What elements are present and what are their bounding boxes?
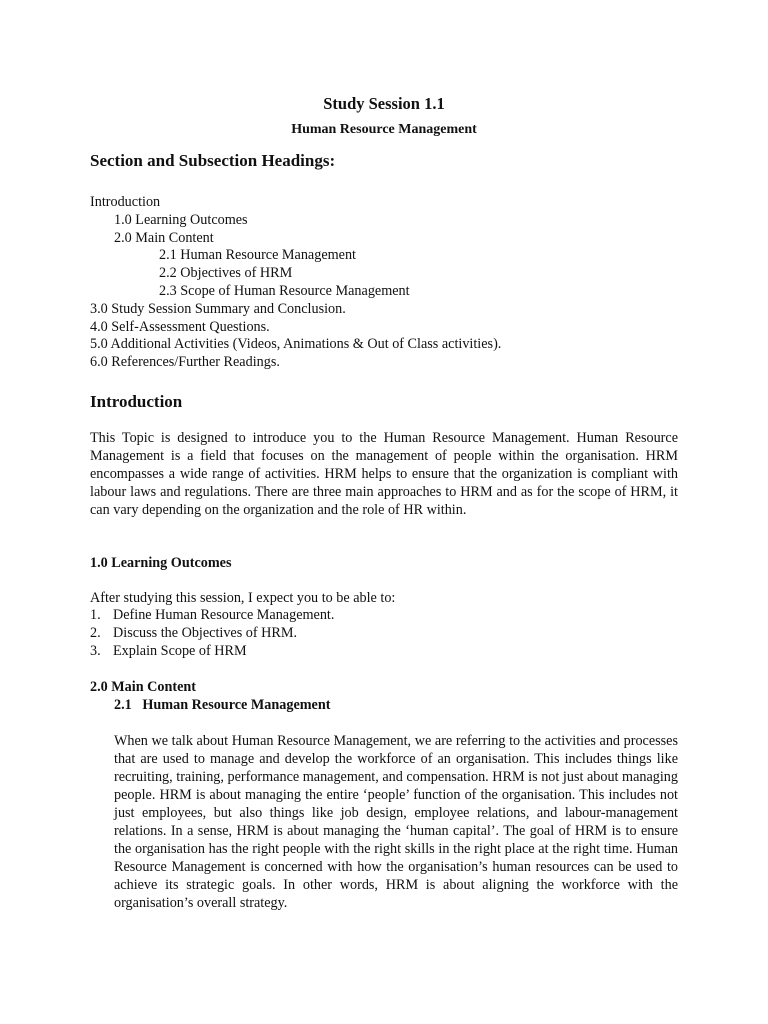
toc-item: 2.3 Scope of Human Resource Management <box>159 282 410 299</box>
list-item-number: 3. <box>90 643 101 659</box>
list-item-number: 2. <box>90 625 101 641</box>
toc-item: 5.0 Additional Activities (Videos, Animations & Out of Class activities). <box>90 336 502 353</box>
toc-item: 1.0 Learning Outcomes <box>114 211 248 228</box>
page-subtitle: Human Resource Management <box>291 122 477 137</box>
toc-item: 4.0 Self-Assessment Questions. <box>90 318 270 335</box>
toc-heading: Section and Subsection Headings: <box>90 151 336 170</box>
table-of-contents <box>90 193 690 371</box>
list-item <box>90 624 334 642</box>
toc-item: 2.2 Objectives of HRM <box>159 265 293 282</box>
list-item <box>90 642 334 660</box>
toc-item: 3.0 Study Session Summary and Conclusion. <box>90 300 346 317</box>
learning-outcomes-heading: 1.0 Learning Outcomes <box>90 555 232 571</box>
main-content-paragraph: When we talk about Human Resource Management, we are referring to the activities and processes that are used to manage and develop the workforce of an organisation. This includes things like recruiting, training, performance management, and compensation. HRM is not just about managing people. HRM is about managing the entire ‘people’ function of the organisation. This includes not just employees, but also things like job design, employee relations, and labour-management relations. In a sense, HRM is about managing the ‘human capital’. The goal of HRM is to ensure the organisation has the right people with the right skills in the right place at the right time. Human Resource Management is concerned with how the organisation’s human resources can be used to achieve its strategic goals. In other words, HRM is about aligning the workforce with the organisation’s overall strategy. <box>114 733 678 911</box>
toc-item: 2.0 Main Content <box>114 229 214 246</box>
list-item-number: 1. <box>90 607 101 623</box>
list-item-text: Explain Scope of HRM <box>113 643 247 659</box>
learning-outcomes-lead: After studying this session, I expect you to be able to: <box>90 590 396 606</box>
main-content-heading: 2.0 Main Content <box>90 679 197 695</box>
page-title: Study Session 1.1 <box>323 94 445 113</box>
toc-item: 2.1 Human Resource Management <box>159 247 356 264</box>
list-item <box>90 606 334 624</box>
toc-item: Introduction <box>90 194 161 210</box>
introduction-heading: Introduction <box>90 392 183 411</box>
main-content-subheading: 2.1 Human Resource Management <box>114 697 331 713</box>
list-item-text: Discuss the Objectives of HRM. <box>113 625 298 641</box>
toc-item: 6.0 References/Further Readings. <box>90 354 280 371</box>
introduction-paragraph: This Topic is designed to introduce you to the Human Resource Management. Human Resource Management is a field that focuses on the management of people within the organisation. HRM encompasses a wide range of activities. HRM helps to ensure that the organization is compliant with labour laws and regulations. There are three main approaches to HRM and as for the scope of HRM, it can vary depending on the organization and the role of HR within. <box>90 430 678 518</box>
list-item-text: Define Human Resource Management. <box>113 607 335 623</box>
learning-outcomes-list <box>90 606 334 660</box>
